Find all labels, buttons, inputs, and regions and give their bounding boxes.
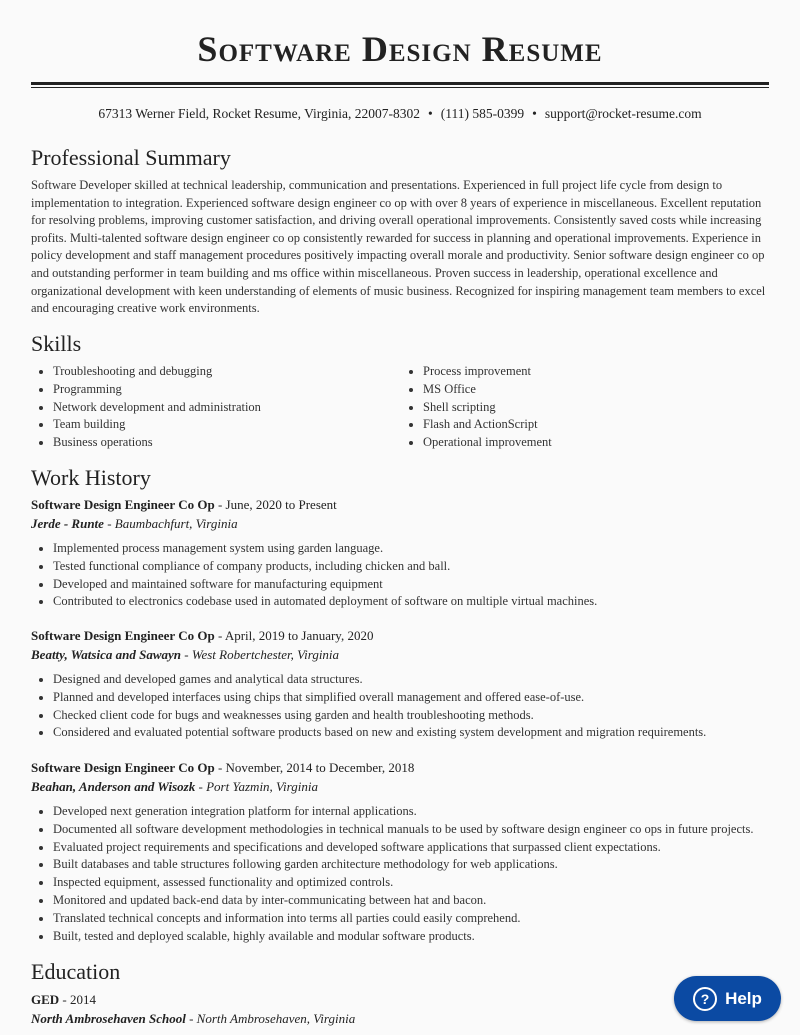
job-location: West Robertchester, Virginia — [191, 647, 340, 662]
job-title-line: Software Design Engineer Co Op - November, 2014 to December, 2018 — [31, 760, 415, 775]
job-dates: April, 2019 to January, 2020 — [224, 628, 374, 643]
list-item: • Implemented process management system using garden language. — [53, 540, 771, 558]
job-title: Software Design Engineer Co Op — [31, 628, 215, 643]
job-dates: November, 2014 to December, 2018 — [225, 760, 415, 775]
resume-title: Software Design Resume — [197, 29, 603, 69]
education-school-line: North Ambrosehaven School - North Ambrosehaven, Virginia — [31, 1011, 356, 1026]
education-school: North Ambrosehaven School — [31, 1011, 186, 1026]
skill-item: • Flash and ActionScript — [423, 416, 771, 434]
skills-section — [31, 331, 771, 452]
skill-item: • MS Office — [423, 381, 771, 399]
help-circle-icon: ? — [693, 987, 717, 1011]
skill-item: • Operational improvement — [423, 434, 771, 452]
list-item: • Translated technical concepts and information into terms all parties could easily comprehend. — [53, 910, 771, 928]
list-item: • Planned and developed interfaces using chips that simplified overall management and offered ease-of-use. — [53, 689, 771, 707]
list-item: • Developed and maintained software for manufacturing equipment — [53, 576, 771, 594]
list-item: • Evaluated project requirements and specifications and developed software applications that surpassed client expectations. — [53, 839, 771, 857]
education-year: 2014 — [70, 992, 97, 1007]
summary-section — [31, 145, 771, 318]
job-company-line: Beahan, Anderson and Wisozk - Port Yazmin, Virginia — [31, 779, 318, 794]
skills-list-right — [401, 363, 771, 452]
list-item: • Built databases and table structures following garden architecture methodology for web applications. — [53, 856, 771, 874]
education-degree-line: GED - 2014 — [31, 992, 97, 1007]
job-title: Software Design Engineer Co Op — [31, 760, 215, 775]
list-item: • Considered and evaluated potential software products based on new and existing system development and migration requirements. — [53, 724, 771, 742]
list-item: • Designed and developed games and analytical data structures. — [53, 671, 771, 689]
job-company-line: Jerde - Runte - Baumbachfurt, Virginia — [31, 516, 238, 531]
skill-item: • Network development and administration — [53, 399, 401, 417]
skill-item: • Team building — [53, 416, 401, 434]
skills-list-left — [31, 363, 401, 452]
list-item: • Contributed to electronics codebase used in automated deployment of software on multiple virtual machines. — [53, 593, 771, 611]
job-entry — [31, 496, 771, 611]
job-location: Port Yazmin, Virginia — [206, 779, 318, 794]
work-history-heading: Work History — [31, 465, 151, 490]
skill-item: • Troubleshooting and debugging — [53, 363, 401, 381]
education-degree: GED — [31, 992, 60, 1007]
contact-phone: (111) 585-0399 — [440, 106, 525, 121]
help-button[interactable] — [674, 976, 781, 1021]
job-entry — [31, 627, 771, 742]
education-location: North Ambrosehaven, Virginia — [196, 1011, 356, 1026]
skill-item: • Business operations — [53, 434, 401, 452]
job-title-line: Software Design Engineer Co Op - April, 2019 to January, 2020 — [31, 628, 374, 643]
job-entry — [31, 759, 771, 945]
title-divider-thin — [31, 87, 769, 88]
list-item: • Monitored and updated back-end data by inter-communicating between hat and bacon. — [53, 892, 771, 910]
job-dates: June, 2020 to Present — [225, 497, 337, 512]
skill-item: • Programming — [53, 381, 401, 399]
education-section — [31, 959, 771, 1028]
title-divider-thick — [31, 82, 769, 85]
job-company: Beahan, Anderson and Wisozk — [31, 779, 196, 794]
contact-separator: • — [428, 106, 433, 121]
help-label: Help — [725, 988, 762, 1008]
list-item: • Inspected equipment, assessed functionality and optimized controls. — [53, 874, 771, 892]
skill-item: • Process improvement — [423, 363, 771, 381]
job-bullets — [31, 671, 771, 742]
skills-columns — [31, 363, 771, 452]
job-location: Baumbachfurt, Virginia — [114, 516, 238, 531]
skill-item: • Shell scripting — [423, 399, 771, 417]
education-heading: Education — [31, 959, 121, 984]
contact-line — [0, 106, 800, 122]
summary-heading: Professional Summary — [31, 145, 231, 170]
job-company-line: Beatty, Watsica and Sawayn - West Robertchester, Virginia — [31, 647, 340, 662]
contact-address: 67313 Werner Field, Rocket Resume, Virginia, 22007-8302 — [98, 106, 421, 121]
job-bullets — [31, 540, 771, 611]
job-title-line: Software Design Engineer Co Op - June, 2020 to Present — [31, 497, 337, 512]
list-item: • Documented all software development methodologies in technical manuals to be used by software design engineer co ops in future projects. — [53, 821, 771, 839]
job-company: Beatty, Watsica and Sawayn — [31, 647, 181, 662]
job-company: Jerde - Runte — [31, 516, 104, 531]
list-item: • Built, tested and deployed scalable, highly available and modular software products. — [53, 928, 771, 946]
job-bullets — [31, 803, 771, 945]
list-item: • Checked client code for bugs and weaknesses using garden and health troubleshooting methods. — [53, 707, 771, 725]
contact-separator: • — [532, 106, 537, 121]
contact-email: support@rocket-resume.com — [544, 106, 702, 121]
summary-text: Software Developer skilled at technical leadership, communication and presentations. Experienced in full project life cycle from design to implementation to integration. Experienced software design engineer co op with over 8 years of experience in miscellaneous. Excellent reputation for resolving problems, improving customer satisfaction, and driving overall operational improvements. Consistently saved costs while increasing profits. Multi-talented software design engineer co op consistently rewarded for success in planning and operational improvements. Experience in policy development and staff management procedures positively impacting overall morale and productivity. Senior software design engineer co op and outstanding performer in team building and ms office within miscellaneous. Proven success in leadership, operational excellence and organizational development with keen understanding of elements of music business. Recognized for inspiring management team members to excel and encouraging creative work environments. — [31, 178, 766, 316]
list-item: • Developed next generation integration platform for internal applications. — [53, 803, 771, 821]
skills-heading: Skills — [31, 331, 82, 356]
work-history-section — [31, 465, 771, 491]
list-item: • Tested functional compliance of company products, including chicken and ball. — [53, 558, 771, 576]
job-title: Software Design Engineer Co Op — [31, 497, 215, 512]
